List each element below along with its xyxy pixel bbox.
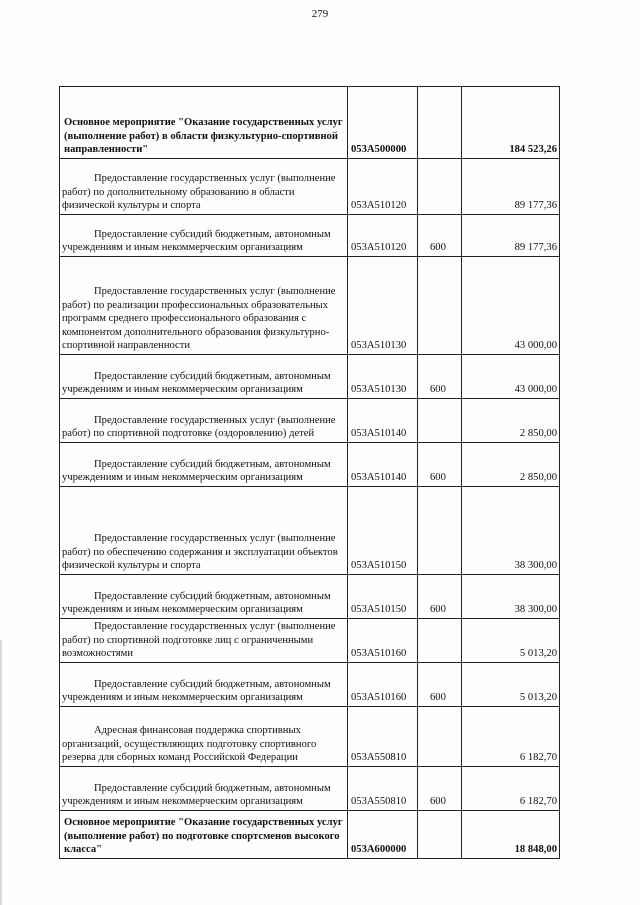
row-amount: 43 000,00 [462, 257, 560, 355]
table-row [60, 575, 560, 619]
row-description: Предоставление государственных услуг (выполнение работ) по спортивной подготовке (оздоровлению) детей [62, 414, 336, 440]
table-row [60, 399, 560, 443]
row-code: 053А550810 [348, 707, 418, 767]
row-expense-type: 600 [418, 443, 462, 487]
budget-table [59, 86, 560, 859]
row-code: 053А550810 [348, 767, 418, 811]
row-code: 053А510160 [348, 619, 418, 663]
row-code: 053А510140 [348, 399, 418, 443]
row-amount: 89 177,36 [462, 159, 560, 215]
row-expense-type [418, 159, 462, 215]
row-description: Предоставление субсидий бюджетным, автономным учреждениям и иным некоммерческим организациям [62, 782, 331, 808]
row-amount: 5 013,20 [462, 663, 560, 707]
row-amount: 89 177,36 [462, 215, 560, 257]
table-row [60, 707, 560, 767]
row-description: Предоставление субсидий бюджетным, автономным учреждениям и иным некоммерческим организациям [62, 678, 331, 704]
row-expense-type [418, 87, 462, 159]
main-activity-row [60, 87, 560, 159]
row-expense-type [418, 707, 462, 767]
budget-table-body [60, 87, 560, 859]
row-amount: 38 300,00 [462, 575, 560, 619]
row-expense-type: 600 [418, 215, 462, 257]
row-expense-type: 600 [418, 355, 462, 399]
row-description: Предоставление субсидий бюджетным, автономным учреждениям и иным некоммерческим организациям [62, 370, 331, 396]
table-row [60, 619, 560, 663]
row-amount: 6 182,70 [462, 707, 560, 767]
row-expense-type [418, 487, 462, 575]
row-expense-type: 600 [418, 767, 462, 811]
row-amount: 2 850,00 [462, 443, 560, 487]
table-row [60, 215, 560, 257]
table-row [60, 355, 560, 399]
row-description: Предоставление субсидий бюджетным, автономным учреждениям и иным некоммерческим организациям [62, 458, 331, 484]
row-description: Предоставление субсидий бюджетным, автономным учреждениям и иным некоммерческим организациям [62, 590, 331, 616]
scan-edge-line [0, 640, 2, 905]
row-code: 053А510120 [348, 159, 418, 215]
row-code: 053А500000 [348, 87, 418, 159]
row-code: 053А510150 [348, 487, 418, 575]
row-code: 053А510130 [348, 257, 418, 355]
row-description: Предоставление государственных услуг (выполнение работ) по реализации профессиональных образовательных программ среднего профессионального образования с компонентом дополнительного образования физкультурно-спортивной направленности [62, 286, 336, 352]
table-row [60, 663, 560, 707]
row-amount: 38 300,00 [462, 487, 560, 575]
row-code: 053А600000 [348, 811, 418, 859]
row-expense-type [418, 399, 462, 443]
table-row [60, 487, 560, 575]
row-code: 053А510130 [348, 355, 418, 399]
table-row [60, 257, 560, 355]
table-row [60, 159, 560, 215]
row-description: Адресная финансовая поддержка спортивных организаций, осуществляющих подготовку спортивного резерва для сборных команд Российской Федерации [62, 725, 317, 764]
main-activity-row [60, 811, 560, 859]
row-description: Предоставление государственных услуг (выполнение работ) по обеспечению содержания и эксплуатации объектов физической культуры и спорта [62, 533, 338, 572]
row-amount: 2 850,00 [462, 399, 560, 443]
row-expense-type [418, 257, 462, 355]
budget-table-container [59, 86, 560, 859]
row-expense-type [418, 811, 462, 859]
row-code: 053А510160 [348, 663, 418, 707]
row-amount: 18 848,00 [462, 811, 560, 859]
row-description: Предоставление государственных услуг (выполнение работ) по спортивной подготовке лиц с ограниченными возможностями [62, 621, 336, 660]
row-expense-type: 600 [418, 663, 462, 707]
row-code: 053А510120 [348, 215, 418, 257]
row-amount: 184 523,26 [462, 87, 560, 159]
row-code: 053А510150 [348, 575, 418, 619]
row-expense-type: 600 [418, 575, 462, 619]
row-description: Основное мероприятие "Оказание государственных услуг (выполнение работ) в области физкультурно-спортивной направленности" [64, 117, 343, 156]
page-number: 279 [311, 8, 329, 20]
row-code: 053А510140 [348, 443, 418, 487]
row-amount: 6 182,70 [462, 767, 560, 811]
table-row [60, 443, 560, 487]
row-description: Предоставление государственных услуг (выполнение работ) по дополнительному образованию в области физической культуры и спорта [62, 173, 336, 212]
row-description: Предоставление субсидий бюджетным, автономным учреждениям и иным некоммерческим организациям [62, 228, 331, 254]
row-amount: 43 000,00 [462, 355, 560, 399]
table-row [60, 767, 560, 811]
row-amount: 5 013,20 [462, 619, 560, 663]
row-expense-type [418, 619, 462, 663]
row-description: Основное мероприятие "Оказание государственных услуг (выполнение работ) по подготовке спортсменов высокого класса" [64, 817, 343, 856]
